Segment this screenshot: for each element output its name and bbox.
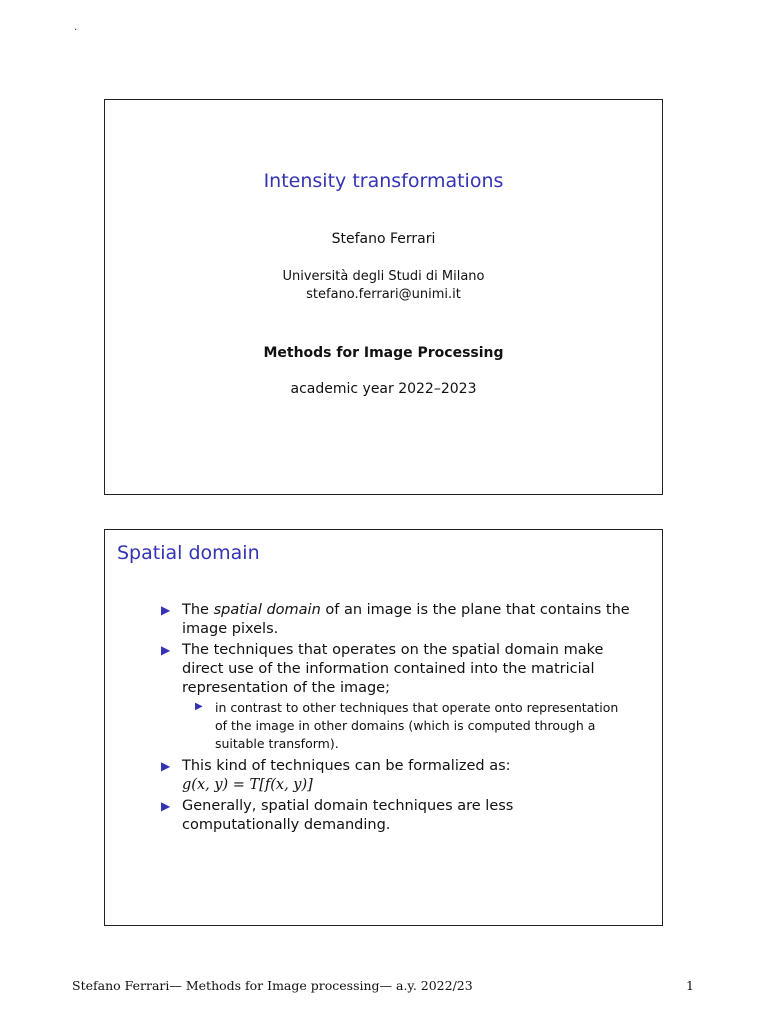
sub-bullet-item — [182, 699, 631, 753]
page-number: 1 — [686, 978, 694, 993]
presentation-title: Intensity transformations — [263, 170, 504, 192]
bullet-text: Generally, spatial domain techniques are less computationally demanding. — [182, 798, 514, 833]
sub-bullet-text: in contrast to other techniques that operate onto representation of the image in other domains (which is computed through a suitable transform). — [215, 700, 619, 751]
bullet-item — [161, 601, 631, 639]
course-name: Methods for Image Processing — [263, 345, 504, 361]
author-name: Stefano Ferrari — [331, 231, 436, 247]
bullet-item — [161, 757, 631, 795]
slide-title: Spatial domain — [117, 542, 260, 564]
institution-name: Università degli Studi di Milano — [282, 269, 485, 284]
bullet-text: The — [182, 602, 214, 618]
formula: g(x, y) = T[f(x, y)] — [182, 777, 313, 793]
margin-dot: . — [74, 22, 78, 33]
content-slide — [104, 529, 663, 926]
triangle-bullet-icon: ▶ — [161, 759, 171, 773]
emphasis-text: spatial domain — [213, 602, 321, 618]
bullet-text: This kind of techniques can be formalized as: — [182, 758, 511, 774]
affiliation-block — [105, 268, 662, 304]
bullet-text: The techniques that operates on the spatial domain make direct use of the information contained into the matricial representation of the image; — [182, 642, 604, 696]
triangle-bullet-icon: ▶ — [161, 603, 171, 617]
bullet-item — [161, 797, 631, 835]
academic-year: academic year 2022–2023 — [290, 381, 477, 397]
author-email: stefano.ferrari@unimi.it — [306, 287, 461, 302]
bullet-list — [161, 601, 631, 837]
bullet-text: of an image is the plane that contains the image pixels. — [182, 602, 630, 637]
sub-bullet-list — [182, 699, 631, 753]
triangle-bullet-icon: ▶ — [195, 701, 203, 712]
footer-text: Stefano Ferrari— Methods for Image processing— a.y. 2022/23 — [72, 978, 473, 993]
triangle-bullet-icon: ▶ — [161, 799, 171, 813]
bullet-item — [161, 641, 631, 753]
title-slide — [104, 99, 663, 495]
triangle-bullet-icon: ▶ — [161, 643, 171, 657]
